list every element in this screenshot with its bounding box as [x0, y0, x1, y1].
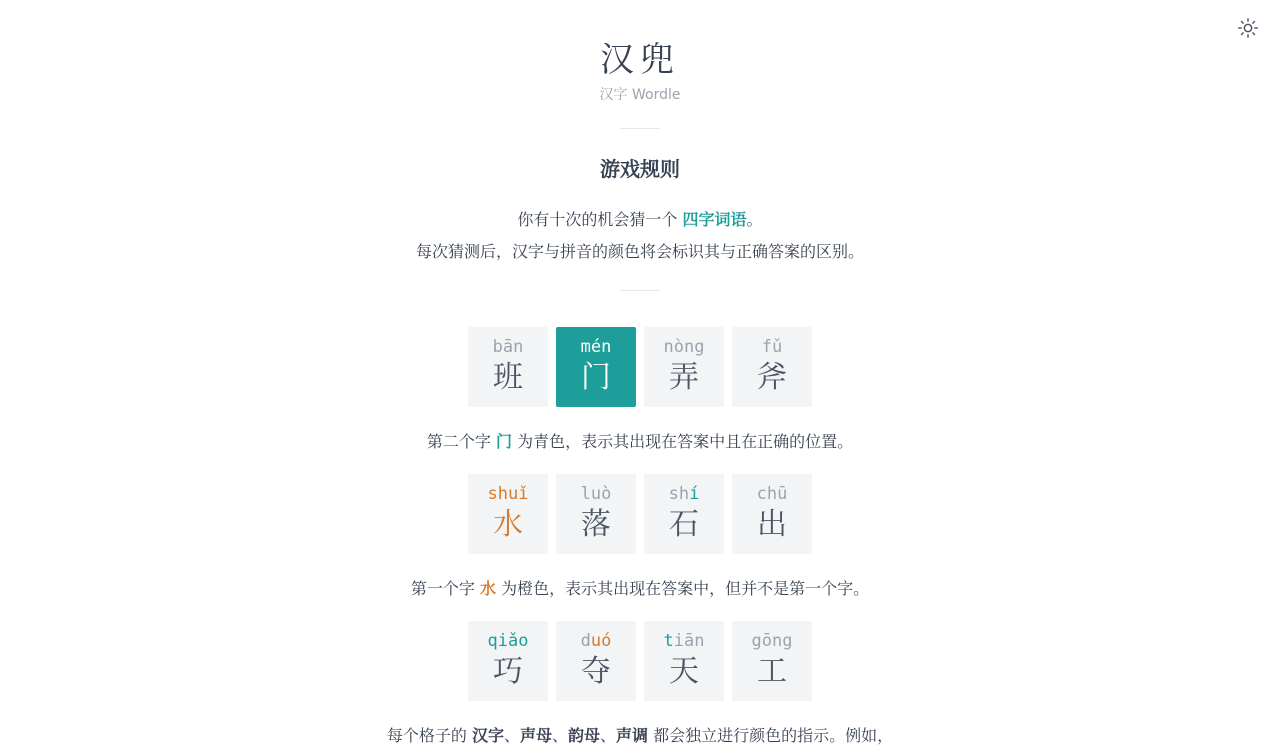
example-2-explanation: [0, 576, 1280, 599]
tile-hanzi: 出: [757, 507, 787, 542]
pinyin-initial: sh: [668, 484, 690, 504]
tile-pinyin: shuǐ: [487, 484, 529, 504]
tile-hanzi: 巧: [493, 654, 523, 689]
footer-explanation: [0, 723, 1280, 746]
rules-line-1: [0, 204, 1280, 236]
tile-pinyin: nòng: [663, 337, 705, 357]
rules-line-2: 每次猜测后，汉字与拼音的颜色将会标识其与正确答案的区别。: [415, 242, 864, 261]
example-row-2: [0, 474, 1280, 554]
divider: [620, 290, 660, 291]
tile: [468, 621, 548, 701]
header: [0, 0, 1280, 104]
example-1-explanation: [0, 429, 1280, 452]
tile: [732, 327, 812, 407]
rules-heading: 游戏规则: [600, 157, 680, 181]
rules-line-1-pre: 你有十次的机会猜一个: [517, 210, 678, 229]
tile: [468, 474, 548, 554]
pinyin-initial: d: [580, 631, 591, 651]
pinyin-final: uó: [590, 631, 612, 651]
tile-pinyin: chū: [756, 484, 788, 504]
app-subtitle: 汉字 Wordle: [599, 87, 681, 103]
example-row-3: [0, 621, 1280, 701]
explanation-post: 为橙色，表示其出现在答案中，但并不是第一个字。: [501, 579, 870, 598]
footer-term-initial: 声母: [519, 726, 552, 745]
footer-pre: 每个格子的: [386, 726, 467, 745]
tile-pinyin: bān: [492, 337, 524, 357]
tile: [556, 621, 636, 701]
footer-sep: 、: [503, 726, 520, 745]
rules-description: [0, 204, 1280, 268]
explanation-highlight: 水: [479, 579, 496, 598]
explanation-pre: 第二个字: [426, 432, 491, 451]
tile-pinyin: [664, 629, 705, 653]
tile-hanzi: 斧: [757, 360, 787, 395]
tile-hanzi: 班: [493, 360, 523, 395]
rules-highlight: 四字词语: [682, 210, 747, 229]
sun-icon: [1237, 17, 1259, 39]
pinyin-final: iān: [673, 631, 705, 651]
footer-sep: 、: [551, 726, 568, 745]
tile-hanzi: 天: [669, 654, 699, 689]
tile: [732, 621, 812, 701]
tile-hanzi: 水: [493, 507, 523, 542]
tile: [732, 474, 812, 554]
example-row-1: [0, 327, 1280, 407]
tile: [644, 327, 724, 407]
footer-term-tone: 声调: [616, 726, 649, 745]
divider: [620, 128, 660, 129]
pinyin-initial: t: [663, 631, 674, 651]
tile-hanzi: 弄: [669, 360, 699, 395]
explanation-pre: 第一个字: [410, 579, 475, 598]
tile-pinyin: [669, 482, 700, 506]
tile: [644, 621, 724, 701]
explanation-highlight: 门: [495, 432, 512, 451]
tile-pinyin: [581, 629, 612, 653]
tile-hanzi: 门: [581, 360, 611, 395]
pinyin-final: í: [689, 484, 700, 504]
rules-line-1-post: 。: [746, 210, 763, 229]
tile-pinyin: fǔ: [761, 337, 783, 357]
footer-post: 都会独立进行颜色的指示。例如，: [653, 726, 894, 745]
footer-term-final: 韵母: [568, 726, 601, 745]
footer-term-hanzi: 汉字: [471, 726, 504, 745]
theme-toggle-button[interactable]: [1234, 14, 1262, 42]
tile-pinyin: mén: [580, 337, 612, 357]
tile: [468, 327, 548, 407]
tile-hanzi: 落: [581, 507, 611, 542]
app-title: 汉兜: [600, 40, 680, 80]
tile-correct: [556, 327, 636, 407]
tile-hanzi: 工: [757, 654, 787, 689]
tile-pinyin: qiǎo: [487, 631, 529, 651]
footer-sep: 、: [600, 726, 617, 745]
tile-pinyin: luò: [580, 484, 612, 504]
tile-pinyin: gōng: [751, 631, 793, 651]
tile: [644, 474, 724, 554]
tile-hanzi: 夺: [581, 654, 611, 689]
explanation-post: 为青色，表示其出现在答案中且在正确的位置。: [517, 432, 854, 451]
tile-hanzi: 石: [669, 507, 699, 542]
tile: [556, 474, 636, 554]
